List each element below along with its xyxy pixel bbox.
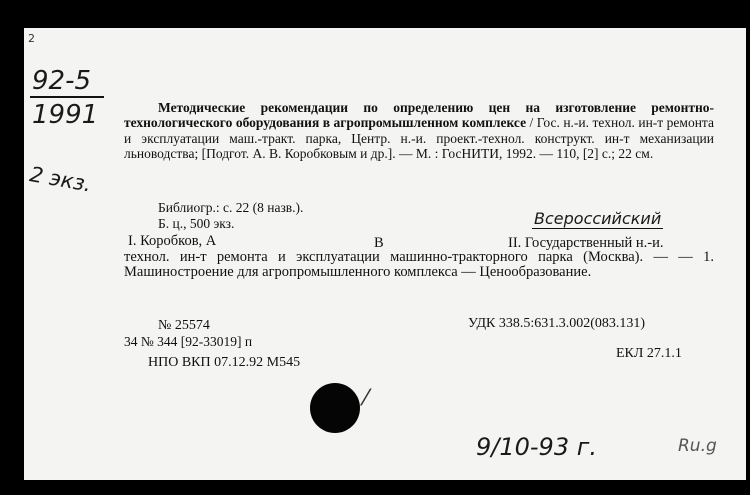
udk-code: УДК 338.5:631.3.002(083.131) [468,316,646,331]
record-description: / Гос. н.-и. технол. ин-т ремонта и эксплуатации маш.-тракт. парка, Центр. н.-и. проект.-технол. конструкт. ин-т механизации льноводства; [Подгот. А. В. Коробковым и др.]. — М. : ГосНИТИ, 1992. — 110, [2] с.; 22 см. [124,115,714,162]
bibliography-note: Библиогр.: с. 22 (8 назв.). [158,200,304,215]
shelf-mark-top: 92-5 [32,66,92,96]
added-entry-initial: В [374,235,384,251]
record-title: Методические рекомендации по определению цен на изготовление ремонтно-технологического оборудования в агропромышленном комплексе [124,100,714,131]
added-entry-institution: II. Государственный н.-и. [508,235,664,251]
shelf-mark-divider [30,96,104,98]
copies-note: 2 экз. [27,162,94,197]
added-entry-author: I. Коробков, А [128,233,217,249]
handwritten-correction: Всероссийский [534,209,662,228]
ekl-code: ЕКЛ 27.1.1 [616,346,682,361]
corner-mark: 2 [28,32,35,45]
order-number: 34 № 344 [92-33019] п [124,334,253,349]
cataloger-initials: Ru.g [678,436,717,456]
registration-number: № 25574 [158,318,210,333]
catalog-card [24,28,746,480]
pencil-mark: ⁄ [364,386,368,411]
npo-line: НПО ВКП 07.12.92 М545 [148,355,301,370]
shelf-mark-bottom: 1991 [32,100,99,130]
price-note: Б. ц., 500 экз. [158,216,235,231]
punch-hole [310,383,360,433]
acquisition-number: 9/10-93 г. [476,433,597,461]
description-paragraph [124,100,714,162]
subject-entry: технол. ин-т ремонта и эксплуатации машинно-тракторного парка (Москва). — — 1. Машиностроение для агропромышленного комплекса — Ценообразование. [124,249,714,281]
